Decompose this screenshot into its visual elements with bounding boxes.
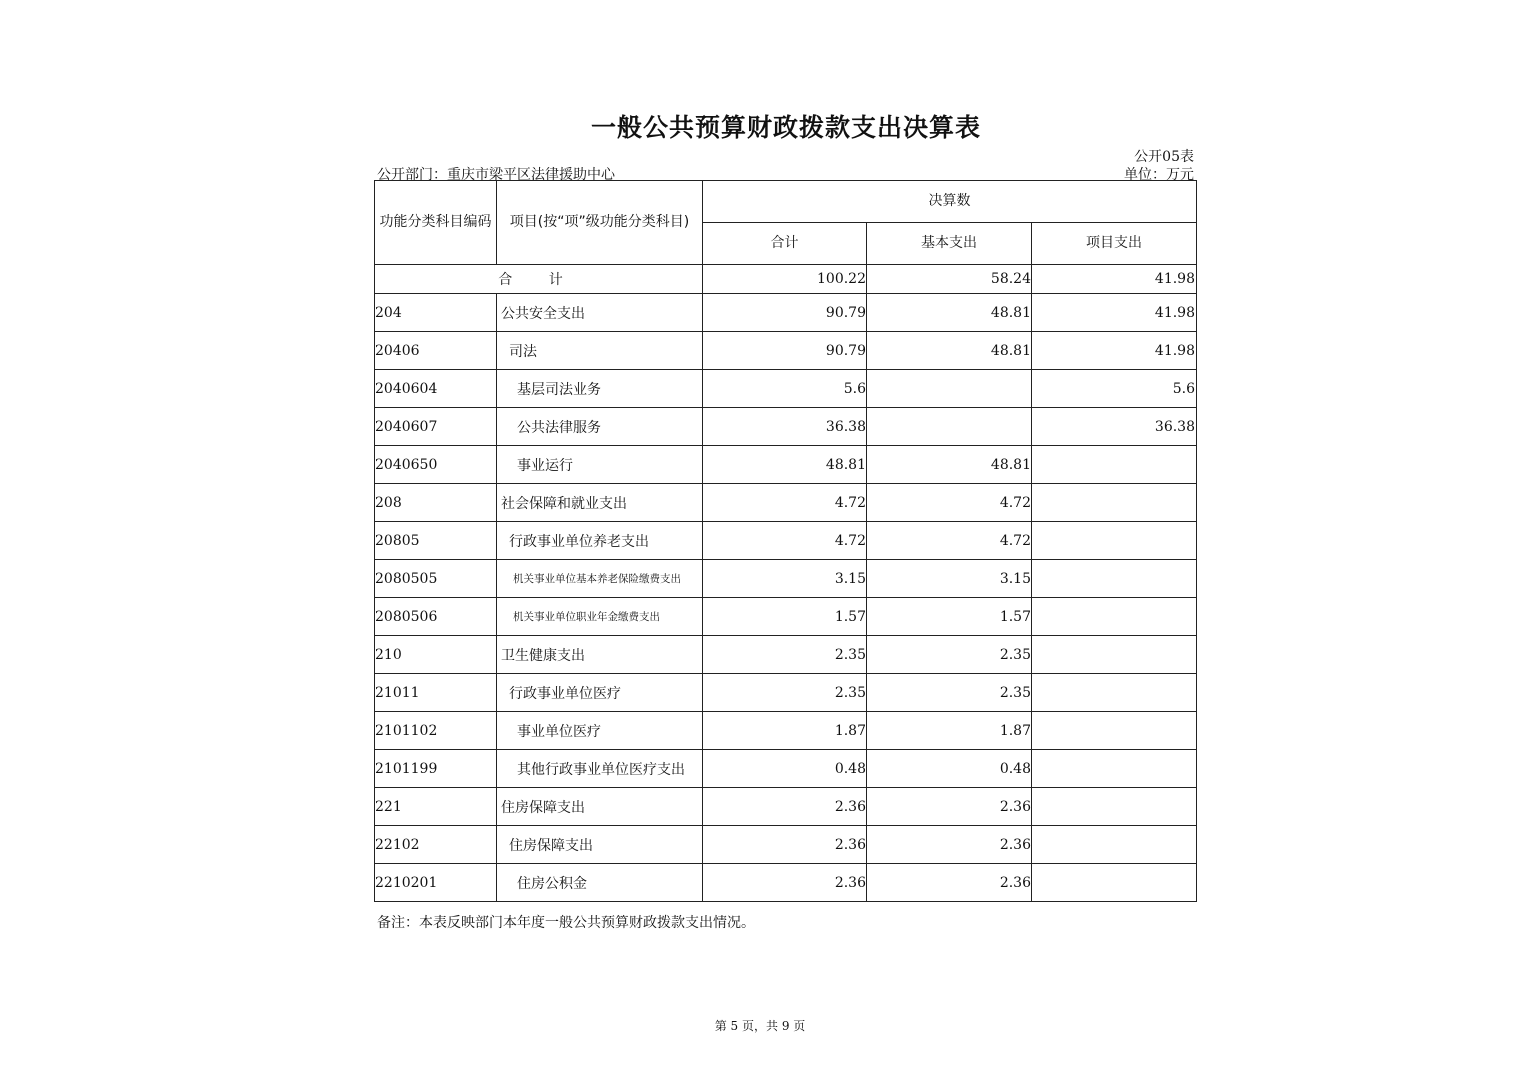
table-row <box>375 522 1197 560</box>
row-total: 36.38 <box>703 408 867 446</box>
row-project <box>1032 598 1197 636</box>
header-final-accounts: 决算数 <box>703 181 1197 223</box>
row-project: 41.98 <box>1032 294 1197 332</box>
row-code: 2101102 <box>375 712 497 750</box>
row-code: 2080506 <box>375 598 497 636</box>
table-row <box>375 560 1197 598</box>
row-total: 90.79 <box>703 294 867 332</box>
row-project <box>1032 674 1197 712</box>
department-label: 公开部门：重庆市梁平区法律援助中心 <box>377 167 615 183</box>
row-code: 22102 <box>375 826 497 864</box>
row-project <box>1032 636 1197 674</box>
header-total: 合计 <box>703 223 867 265</box>
row-item-name: 事业单位医疗 <box>497 712 703 750</box>
table-row <box>375 636 1197 674</box>
row-basic: 4.72 <box>867 484 1032 522</box>
row-total: 2.36 <box>703 788 867 826</box>
row-total: 3.15 <box>703 560 867 598</box>
unit-label: 单位：万元 <box>1124 167 1194 183</box>
row-code: 2040607 <box>375 408 497 446</box>
table-row <box>375 446 1197 484</box>
header-basic: 基本支出 <box>867 223 1032 265</box>
row-item-name: 公共安全支出 <box>497 294 703 332</box>
row-total: 2.35 <box>703 636 867 674</box>
row-item-name: 机关事业单位职业年金缴费支出 <box>497 598 703 636</box>
table-row <box>375 750 1197 788</box>
table-row <box>375 864 1197 902</box>
row-total: 2.36 <box>703 864 867 902</box>
row-code: 221 <box>375 788 497 826</box>
row-item-name: 事业运行 <box>497 446 703 484</box>
row-basic: 48.81 <box>867 446 1032 484</box>
row-basic <box>867 408 1032 446</box>
budget-table <box>374 180 1197 902</box>
row-code: 2210201 <box>375 864 497 902</box>
row-project <box>1032 750 1197 788</box>
row-basic: 2.36 <box>867 826 1032 864</box>
row-total: 90.79 <box>703 332 867 370</box>
row-code: 208 <box>375 484 497 522</box>
row-basic: 2.35 <box>867 636 1032 674</box>
table-row <box>375 598 1197 636</box>
row-item-name: 行政事业单位医疗 <box>497 674 703 712</box>
row-item-name: 住房保障支出 <box>497 788 703 826</box>
table-row <box>375 712 1197 750</box>
row-item-name: 其他行政事业单位医疗支出 <box>497 750 703 788</box>
row-basic: 1.87 <box>867 712 1032 750</box>
row-code: 2080505 <box>375 560 497 598</box>
total-amount: 100.22 <box>703 265 867 294</box>
row-project: 5.6 <box>1032 370 1197 408</box>
total-label: 合 计 <box>375 265 703 294</box>
row-basic: 48.81 <box>867 294 1032 332</box>
row-item-name: 住房保障支出 <box>497 826 703 864</box>
table-row <box>375 332 1197 370</box>
row-project <box>1032 560 1197 598</box>
total-project: 41.98 <box>1032 265 1197 294</box>
row-basic: 2.36 <box>867 864 1032 902</box>
row-total: 1.87 <box>703 712 867 750</box>
row-project <box>1032 484 1197 522</box>
row-total: 48.81 <box>703 446 867 484</box>
row-item-name: 住房公积金 <box>497 864 703 902</box>
row-project <box>1032 446 1197 484</box>
header-code: 功能分类科目编码 <box>375 181 497 265</box>
row-item-name: 机关事业单位基本养老保险缴费支出 <box>497 560 703 598</box>
header-project: 项目支出 <box>1032 223 1197 265</box>
row-item-name: 社会保障和就业支出 <box>497 484 703 522</box>
table-note: 备注：本表反映部门本年度一般公共预算财政拨款支出情况。 <box>377 915 755 931</box>
table-row <box>375 788 1197 826</box>
row-code: 2101199 <box>375 750 497 788</box>
row-item-name: 行政事业单位养老支出 <box>497 522 703 560</box>
row-basic: 0.48 <box>867 750 1032 788</box>
row-project <box>1032 712 1197 750</box>
row-total: 5.6 <box>703 370 867 408</box>
table-row <box>375 294 1197 332</box>
row-project <box>1032 522 1197 560</box>
table-row <box>375 674 1197 712</box>
row-basic: 2.35 <box>867 674 1032 712</box>
row-basic: 48.81 <box>867 332 1032 370</box>
table-row <box>375 408 1197 446</box>
row-project <box>1032 788 1197 826</box>
row-project: 36.38 <box>1032 408 1197 446</box>
row-code: 20805 <box>375 522 497 560</box>
row-item-name: 基层司法业务 <box>497 370 703 408</box>
total-basic: 58.24 <box>867 265 1032 294</box>
row-project <box>1032 864 1197 902</box>
row-code: 210 <box>375 636 497 674</box>
row-basic: 1.57 <box>867 598 1032 636</box>
row-code: 20406 <box>375 332 497 370</box>
row-total: 2.35 <box>703 674 867 712</box>
table-row <box>375 370 1197 408</box>
row-item-name: 卫生健康支出 <box>497 636 703 674</box>
row-code: 2040604 <box>375 370 497 408</box>
header-item: 项目(按“项”级功能分类科目) <box>497 181 703 265</box>
row-basic <box>867 370 1032 408</box>
row-project: 41.98 <box>1032 332 1197 370</box>
row-code: 2040650 <box>375 446 497 484</box>
row-total: 4.72 <box>703 522 867 560</box>
table-row <box>375 484 1197 522</box>
row-code: 204 <box>375 294 497 332</box>
row-total: 1.57 <box>703 598 867 636</box>
row-project <box>1032 826 1197 864</box>
row-item-name: 司法 <box>497 332 703 370</box>
page-footer: 第 5 页，共 9 页 <box>714 1019 806 1033</box>
row-total: 4.72 <box>703 484 867 522</box>
row-basic: 2.36 <box>867 788 1032 826</box>
row-basic: 4.72 <box>867 522 1032 560</box>
row-item-name: 公共法律服务 <box>497 408 703 446</box>
table-row <box>375 826 1197 864</box>
page-title: 一般公共预算财政拨款支出决算表 <box>590 113 981 142</box>
table-code: 公开05表 <box>1134 149 1194 165</box>
row-basic: 3.15 <box>867 560 1032 598</box>
total-row <box>375 265 1197 294</box>
row-total: 2.36 <box>703 826 867 864</box>
row-total: 0.48 <box>703 750 867 788</box>
row-code: 21011 <box>375 674 497 712</box>
